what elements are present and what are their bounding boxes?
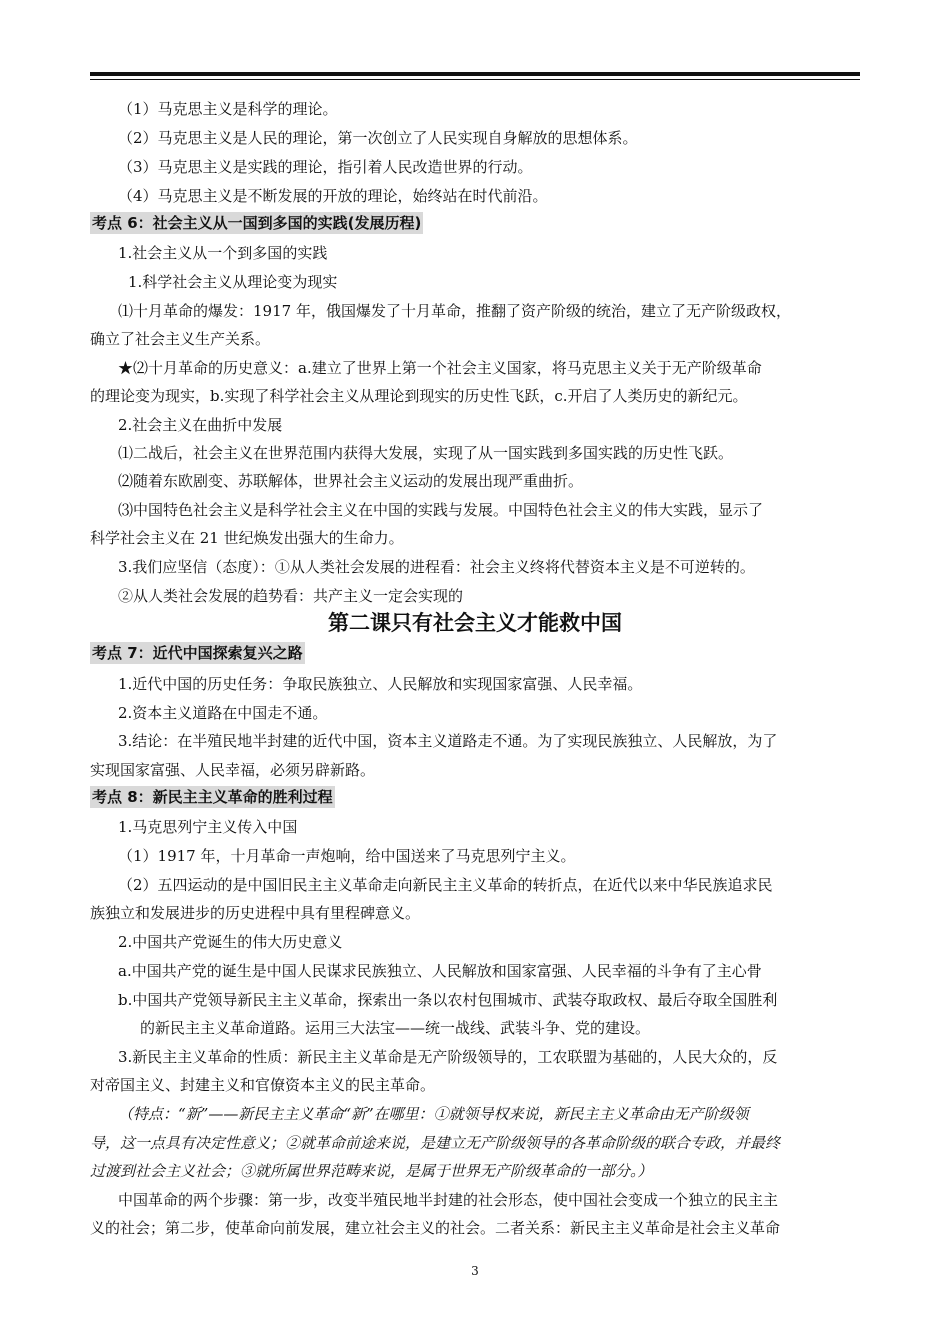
text-line: 实现国家富强、人民幸福，必须另辟新路。 (90, 761, 376, 779)
lesson-title: 第二课只有社会主义才能救中国 (328, 611, 622, 635)
text-line: 1.社会主义从一个到多国的实践 (118, 244, 328, 262)
text-line: 3.我们应坚信（态度）：①从人类社会发展的进程看：社会主义终将代替资本主义是不可逆转的。 (118, 558, 755, 576)
text-line: ②从人类社会发展的趋势看：共产主义一定会实现的 (118, 587, 464, 605)
text-line: （特点：“新”——新民主主义革命“新”在哪里：①就领导权来说，新民主主义革命由无产阶级领 (118, 1105, 749, 1123)
text-line: 对帝国主义、封建主义和官僚资本主义的民主革命。 (90, 1076, 436, 1094)
text-line: ⑴二战后，社会主义在世界范围内获得大发展，实现了从一国实践到多国实践的历史性飞跃。 (118, 444, 734, 462)
text-line: 义的社会；第二步，使革命向前发展，建立社会主义的社会。二者关系：新民主主义革命是社会主义革命 (90, 1219, 781, 1237)
text-line: （3）马克思主义是实践的理论，指引着人民改造世界的行动。 (118, 158, 533, 176)
text-line: 科学社会主义在 21 世纪焕发出强大的生命力。 (90, 529, 404, 547)
text-line: ⑴十月革命的爆发：1917 年，俄国爆发了十月革命，推翻了资产阶级的统治，建立了无产阶级政权， (118, 302, 791, 320)
text-line: a.中国共产党的诞生是中国人民谋求民族独立、人民解放和国家富强、人民幸福的斗争有了主心骨 (118, 962, 762, 980)
text-line: 1.马克思列宁主义传入中国 (118, 818, 298, 836)
text-line: 2.社会主义在曲折中发展 (118, 416, 283, 434)
text-line: 3.新民主主义革命的性质：新民主主义革命是无产阶级领导的，工农联盟为基础的，人民大众的，反 (118, 1048, 778, 1066)
text-line: 确立了社会主义生产关系。 (90, 330, 271, 348)
text-line: 族独立和发展进步的历史进程中具有里程碑意义。 (90, 904, 421, 922)
header-rule-thin (90, 79, 860, 80)
text-line: （1）马克思主义是科学的理论。 (118, 100, 338, 118)
text-line: 2.资本主义道路在中国走不通。 (118, 704, 328, 722)
text-line: （2）五四运动的是中国旧民主主义革命走向新民主主义革命的转折点，在近代以来中华民族追求民 (118, 876, 773, 894)
text-line: 的新民主主义革命道路。运用三大法宝——统一战线、武装斗争、党的建设。 (140, 1019, 651, 1037)
section-heading-8 (90, 786, 865, 808)
text-line: 导，这一点具有决定性意义；②就革命前途来说，是建立无产阶级领导的各革命阶级的联合专政，并最终 (90, 1134, 781, 1152)
text-line: 1.近代中国的历史任务：争取民族独立、人民解放和实现国家富强、人民幸福。 (118, 675, 643, 693)
text-line: ⑶中国特色社会主义是科学社会主义在中国的实践与发展。中国特色社会主义的伟大实践，显示了 (118, 501, 764, 519)
text-line: （2）马克思主义是人民的理论，第一次创立了人民实现自身解放的思想体系。 (118, 129, 638, 147)
header-rule (90, 72, 860, 76)
text-line: （1）1917 年，十月革命一声炮响，给中国送来了马克思列宁主义。 (118, 847, 576, 865)
text-line: 2.中国共产党诞生的伟大历史意义 (118, 933, 343, 951)
section-heading-label: 考点 7：近代中国探索复兴之路 (92, 644, 303, 662)
text-line: ★⑵十月革命的历史意义：a.建立了世界上第一个社会主义国家，将马克思主义关于无产阶级革命 (118, 359, 762, 377)
text-line: 过渡到社会主义社会；③就所属世界范畴来说，是属于世界无产阶级革命的一部分。） (90, 1162, 653, 1180)
section-heading-6 (90, 212, 865, 234)
section-heading-7 (90, 642, 865, 664)
text-line: 1.科学社会主义从理论变为现实 (128, 273, 338, 291)
text-line: 中国革命的两个步骤：第一步，改变半殖民地半封建的社会形态，使中国社会变成一个独立的民主主 (118, 1191, 779, 1209)
text-line: 的理论变为现实，b.实现了科学社会主义从理论到现实的历史性飞跃，c.开启了人类历史的新纪元。 (90, 387, 748, 405)
text-line: ⑵随着东欧剧变、苏联解体，世界社会主义运动的发展出现严重曲折。 (118, 472, 584, 490)
text-line: （4）马克思主义是不断发展的开放的理论，始终站在时代前沿。 (118, 187, 548, 205)
text-line: 3.结论：在半殖民地半封建的近代中国，资本主义道路走不通。为了实现民族独立、人民解放，为了 (118, 732, 778, 750)
text-line: b.中国共产党领导新民主主义革命，探索出一条以农村包围城市、武装夺取政权、最后夺取全国胜利 (118, 991, 778, 1009)
page-number: 3 (471, 1264, 479, 1278)
section-heading-label: 考点 6：社会主义从一国到多国的实践(发展历程) (92, 214, 422, 232)
section-heading-label: 考点 8：新民主主义革命的胜利过程 (92, 788, 333, 806)
